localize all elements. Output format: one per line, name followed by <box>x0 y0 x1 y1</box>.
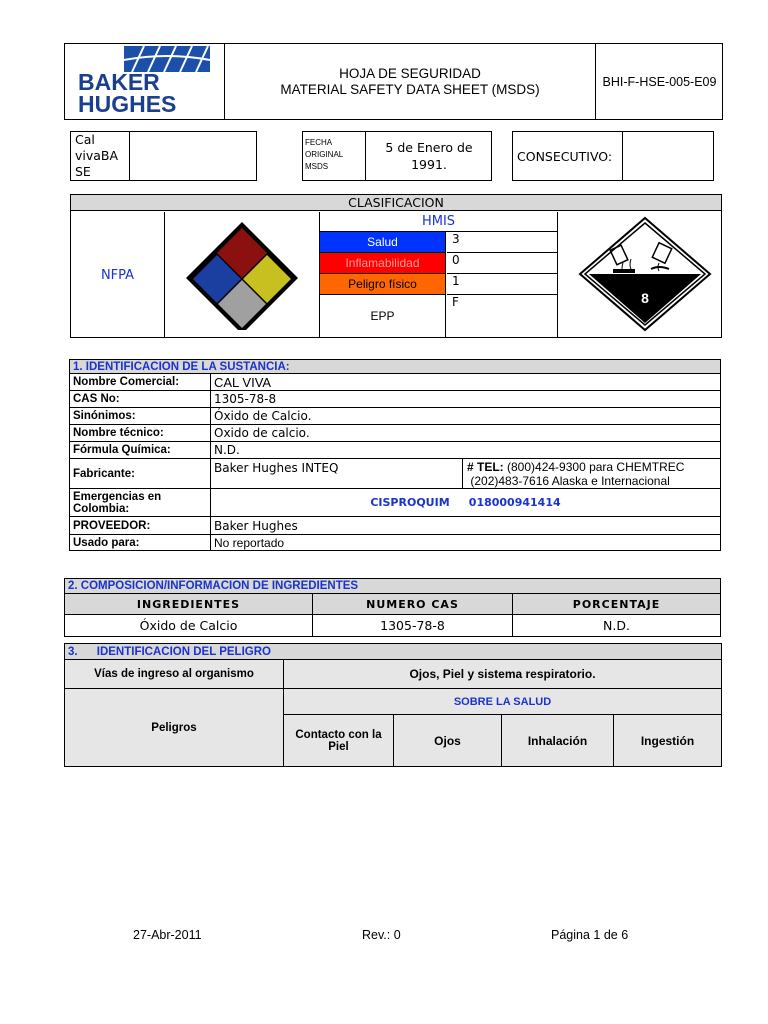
header-title <box>225 43 595 120</box>
hmis-title: HMIS <box>320 212 557 232</box>
title-line-1: HOJA DE SEGURIDAD <box>339 65 481 81</box>
section1-row-label: Fórmula Química: <box>70 442 211 459</box>
footer-date: 27-Abr-2011 <box>133 928 202 942</box>
section1-row-label: Nombre técnico: <box>70 425 211 442</box>
section2-title: 2. COMPOSICION/INFORMACION DE INGREDIENTES <box>65 579 721 594</box>
date-value: 5 de Enero de 1991. <box>385 140 473 172</box>
ingredient-percent: N.D. <box>513 615 721 637</box>
section1-row-label: Sinónimos: <box>70 408 211 425</box>
hazards-label: Peligros <box>65 689 284 767</box>
section1-row-value: CAL VIVA <box>211 374 721 391</box>
doc-code: BHI-F-HSE-005-E09 <box>602 74 717 89</box>
col-ingredients: INGREDIENTES <box>65 594 313 615</box>
col-inhalation: Inhalación <box>502 715 614 767</box>
date-label: FECHA ORIGINAL MSDS <box>305 138 343 171</box>
logo-text-hughes: HUGHES <box>78 91 177 117</box>
nfpa-label: NFPA <box>100 267 135 283</box>
section1-row-value: Oxido de calcio. <box>211 425 721 442</box>
corrosive-hazard-icon <box>575 215 715 333</box>
hmis-label-1: Inflamabilidad <box>320 253 446 274</box>
tel-label: # TEL: <box>467 459 504 474</box>
nfpa-diamond-icon <box>177 220 307 330</box>
section1-row <box>70 442 721 459</box>
manufacturer-value <box>211 459 463 489</box>
use-value: No reportado <box>211 535 721 551</box>
manufacturer-label: Fabricante: <box>70 459 211 489</box>
tel-cell <box>463 459 721 489</box>
section3-table <box>64 643 722 767</box>
supplier-label: PROVEEDOR: <box>70 517 211 535</box>
footer-page: Página 1 de 6 <box>551 928 629 942</box>
section1-row <box>70 374 721 391</box>
tel-line-2: (202)483-7616 Alaska e Internacional <box>470 473 670 488</box>
routes-label: Vías de ingreso al organismo <box>65 660 284 689</box>
section1-title: 1. IDENTIFICACION DE LA SUSTANCIA: <box>70 360 721 374</box>
routes-value: Ojos, Piel y sistema respiratorio. <box>284 660 722 689</box>
emergency-label: Emergencias en Colombia: <box>70 489 211 517</box>
section1-row-label: CAS No: <box>70 391 211 408</box>
col-eyes: Ojos <box>394 715 502 767</box>
manufacturer-name: Baker Hughes INTEQ <box>214 461 339 475</box>
section1-table <box>69 359 721 551</box>
hmis-value-0: 3 <box>447 232 557 253</box>
col-cas: NUMERO CAS <box>313 594 513 615</box>
hmis-value-3: F <box>452 295 459 309</box>
section1-row <box>70 408 721 425</box>
product-name: Cal vivaBA SE <box>75 132 119 179</box>
logo-text-baker: BAKER <box>78 69 160 95</box>
tel-line-1: (800)424-9300 para CHEMTREC <box>507 459 685 474</box>
section1-row <box>70 425 721 442</box>
consecutive-label: CONSECUTIVO: <box>517 148 613 164</box>
section1-row-value: 1305-78-8 <box>211 391 721 408</box>
hmis-label-0: Salud <box>320 232 446 253</box>
classification-title: CLASIFICACION <box>71 195 721 211</box>
col-ingestion: Ingestión <box>614 715 722 767</box>
class-divider-3 <box>557 212 558 338</box>
section2-table <box>64 578 721 637</box>
supplier-value: Baker Hughes <box>211 517 721 535</box>
section1-row-value: Óxido de Calcio. <box>211 408 721 425</box>
consecutive-value <box>623 132 713 180</box>
hmis-value-2: 1 <box>447 274 557 295</box>
col-percent: PORCENTAJE <box>513 594 721 615</box>
ingredient-cas: 1305-78-8 <box>313 615 513 637</box>
hmis-label-3: EPP <box>320 295 446 338</box>
title-line-2: MATERIAL SAFETY DATA SHEET (MSDS) <box>280 81 540 97</box>
hmis-label-2: Peligro físico <box>320 274 446 295</box>
section1-row-label: Nombre Comercial: <box>70 374 211 391</box>
health-label: SOBRE LA SALUD <box>284 689 722 715</box>
section1-row <box>70 391 721 408</box>
company-logo <box>72 44 220 118</box>
product-divider <box>129 131 130 181</box>
section1-row-value: N.D. <box>211 442 721 459</box>
section3-title: 3. IDENTIFICACION DEL PELIGRO <box>65 644 722 660</box>
hazard-class-number: 8 <box>641 290 649 306</box>
ingredient-name: Óxido de Calcio <box>65 615 313 637</box>
hmis-value-1: 0 <box>447 253 557 274</box>
class-divider-1 <box>164 212 165 338</box>
use-label: Usado para: <box>70 535 211 551</box>
emergency-value: CISPROQUIM 018000941414 <box>211 489 721 517</box>
footer-rev: Rev.: 0 <box>362 928 401 942</box>
col-skin: Contacto con la Piel <box>284 715 394 767</box>
